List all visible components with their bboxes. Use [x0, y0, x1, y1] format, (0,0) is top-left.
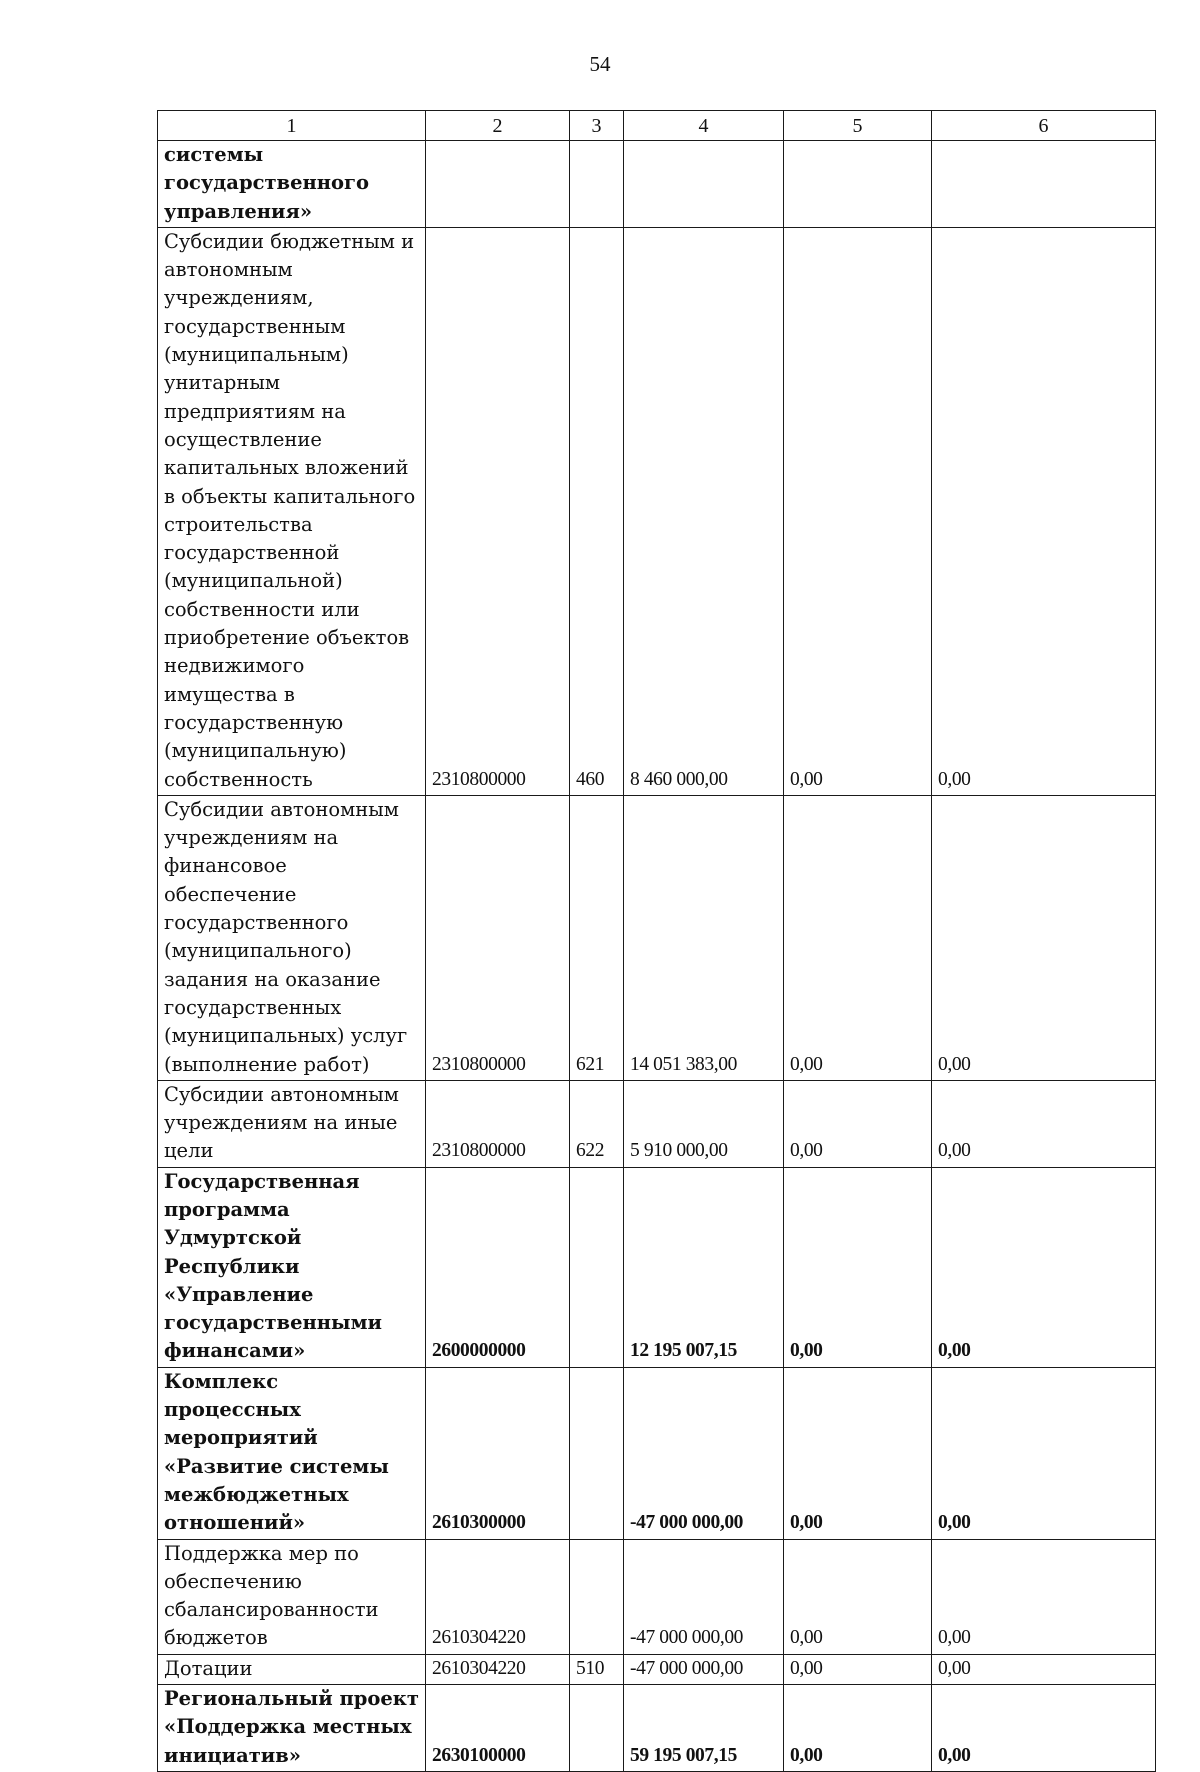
row-name-cell: Комплекс процессных мероприятий «Развитие системы межбюджетных отношений» [158, 1367, 426, 1539]
row-name-cell: Субсидии автономным учреждениям на финансовое обеспечение государственного (муниципального) задания на оказание государственных (муниципальных) услуг (выполнение работ) [158, 795, 426, 1080]
row-sum-cell: 8 460 000,00 [624, 227, 784, 795]
column-header: 2 [426, 111, 570, 141]
row-name-cell: Региональный проект «Поддержка местных инициатив» [158, 1685, 426, 1772]
row-col5-cell: 0,00 [784, 1167, 932, 1367]
row-kvr-cell: 621 [570, 795, 624, 1080]
row-col5-cell: 0,00 [784, 1367, 932, 1539]
row-kvr-cell: 510 [570, 1654, 624, 1684]
row-sum-cell: -47 000 000,00 [624, 1367, 784, 1539]
row-kvr-cell [570, 1167, 624, 1367]
table-row [158, 1539, 1156, 1654]
row-code-cell [426, 141, 570, 228]
column-header: 5 [784, 111, 932, 141]
column-header: 1 [158, 111, 426, 141]
row-name-cell: Поддержка мер по обеспечению сбалансированности бюджетов [158, 1539, 426, 1654]
row-sum-cell: -47 000 000,00 [624, 1654, 784, 1684]
column-header: 3 [570, 111, 624, 141]
table-row [158, 1167, 1156, 1367]
table-row [158, 1654, 1156, 1684]
row-col6-cell: 0,00 [932, 1539, 1156, 1654]
row-sum-cell: 5 910 000,00 [624, 1080, 784, 1167]
row-col6-cell: 0,00 [932, 1367, 1156, 1539]
table-row [158, 1685, 1156, 1772]
row-code-cell: 2310800000 [426, 795, 570, 1080]
row-col5-cell: 0,00 [784, 1539, 932, 1654]
row-kvr-cell [570, 1539, 624, 1654]
row-sum-cell: 59 195 007,15 [624, 1685, 784, 1772]
row-name-cell: системы государственного управления» [158, 141, 426, 228]
row-code-cell: 2610304220 [426, 1539, 570, 1654]
row-code-cell: 2630100000 [426, 1685, 570, 1772]
row-col5-cell [784, 141, 932, 228]
table-row [158, 141, 1156, 228]
row-name-cell: Государственная программа Удмуртской Республики «Управление государственными финансами» [158, 1167, 426, 1367]
row-kvr-cell [570, 1367, 624, 1539]
row-code-cell: 2600000000 [426, 1167, 570, 1367]
column-header: 6 [932, 111, 1156, 141]
row-kvr-cell [570, 141, 624, 228]
row-col5-cell: 0,00 [784, 1080, 932, 1167]
row-name-cell: Дотации [158, 1654, 426, 1684]
column-header: 4 [624, 111, 784, 141]
row-col6-cell: 0,00 [932, 795, 1156, 1080]
row-sum-cell [624, 141, 784, 228]
table-row [158, 795, 1156, 1080]
row-col6-cell: 0,00 [932, 1080, 1156, 1167]
row-kvr-cell: 460 [570, 227, 624, 795]
row-col6-cell: 0,00 [932, 227, 1156, 795]
row-col5-cell: 0,00 [784, 1654, 932, 1684]
row-col6-cell [932, 141, 1156, 228]
table-header-row [158, 111, 1156, 141]
row-code-cell: 2610304220 [426, 1654, 570, 1684]
row-col5-cell: 0,00 [784, 1685, 932, 1772]
row-col6-cell: 0,00 [932, 1167, 1156, 1367]
row-col5-cell: 0,00 [784, 795, 932, 1080]
row-sum-cell: -47 000 000,00 [624, 1539, 784, 1654]
row-name-cell: Субсидии бюджетным и автономным учреждениям, государственным (муниципальным) унитарным предприятиям на осуществление капитальных вложений в объекты капитального строительства государственной (муниципальной) собственности или приобретение объектов недвижимого имущества в государственную (муниципальную) собственность [158, 227, 426, 795]
row-col5-cell: 0,00 [784, 227, 932, 795]
row-code-cell: 2310800000 [426, 227, 570, 795]
row-code-cell: 2610300000 [426, 1367, 570, 1539]
row-sum-cell: 12 195 007,15 [624, 1167, 784, 1367]
row-col6-cell: 0,00 [932, 1654, 1156, 1684]
row-sum-cell: 14 051 383,00 [624, 795, 784, 1080]
table-row [158, 1080, 1156, 1167]
row-code-cell: 2310800000 [426, 1080, 570, 1167]
row-name-cell: Субсидии автономным учреждениям на иные цели [158, 1080, 426, 1167]
budget-table [157, 110, 1156, 1772]
page-number: 54 [589, 52, 611, 76]
row-kvr-cell: 622 [570, 1080, 624, 1167]
table-row [158, 227, 1156, 795]
row-col6-cell: 0,00 [932, 1685, 1156, 1772]
table-row [158, 1367, 1156, 1539]
row-kvr-cell [570, 1685, 624, 1772]
